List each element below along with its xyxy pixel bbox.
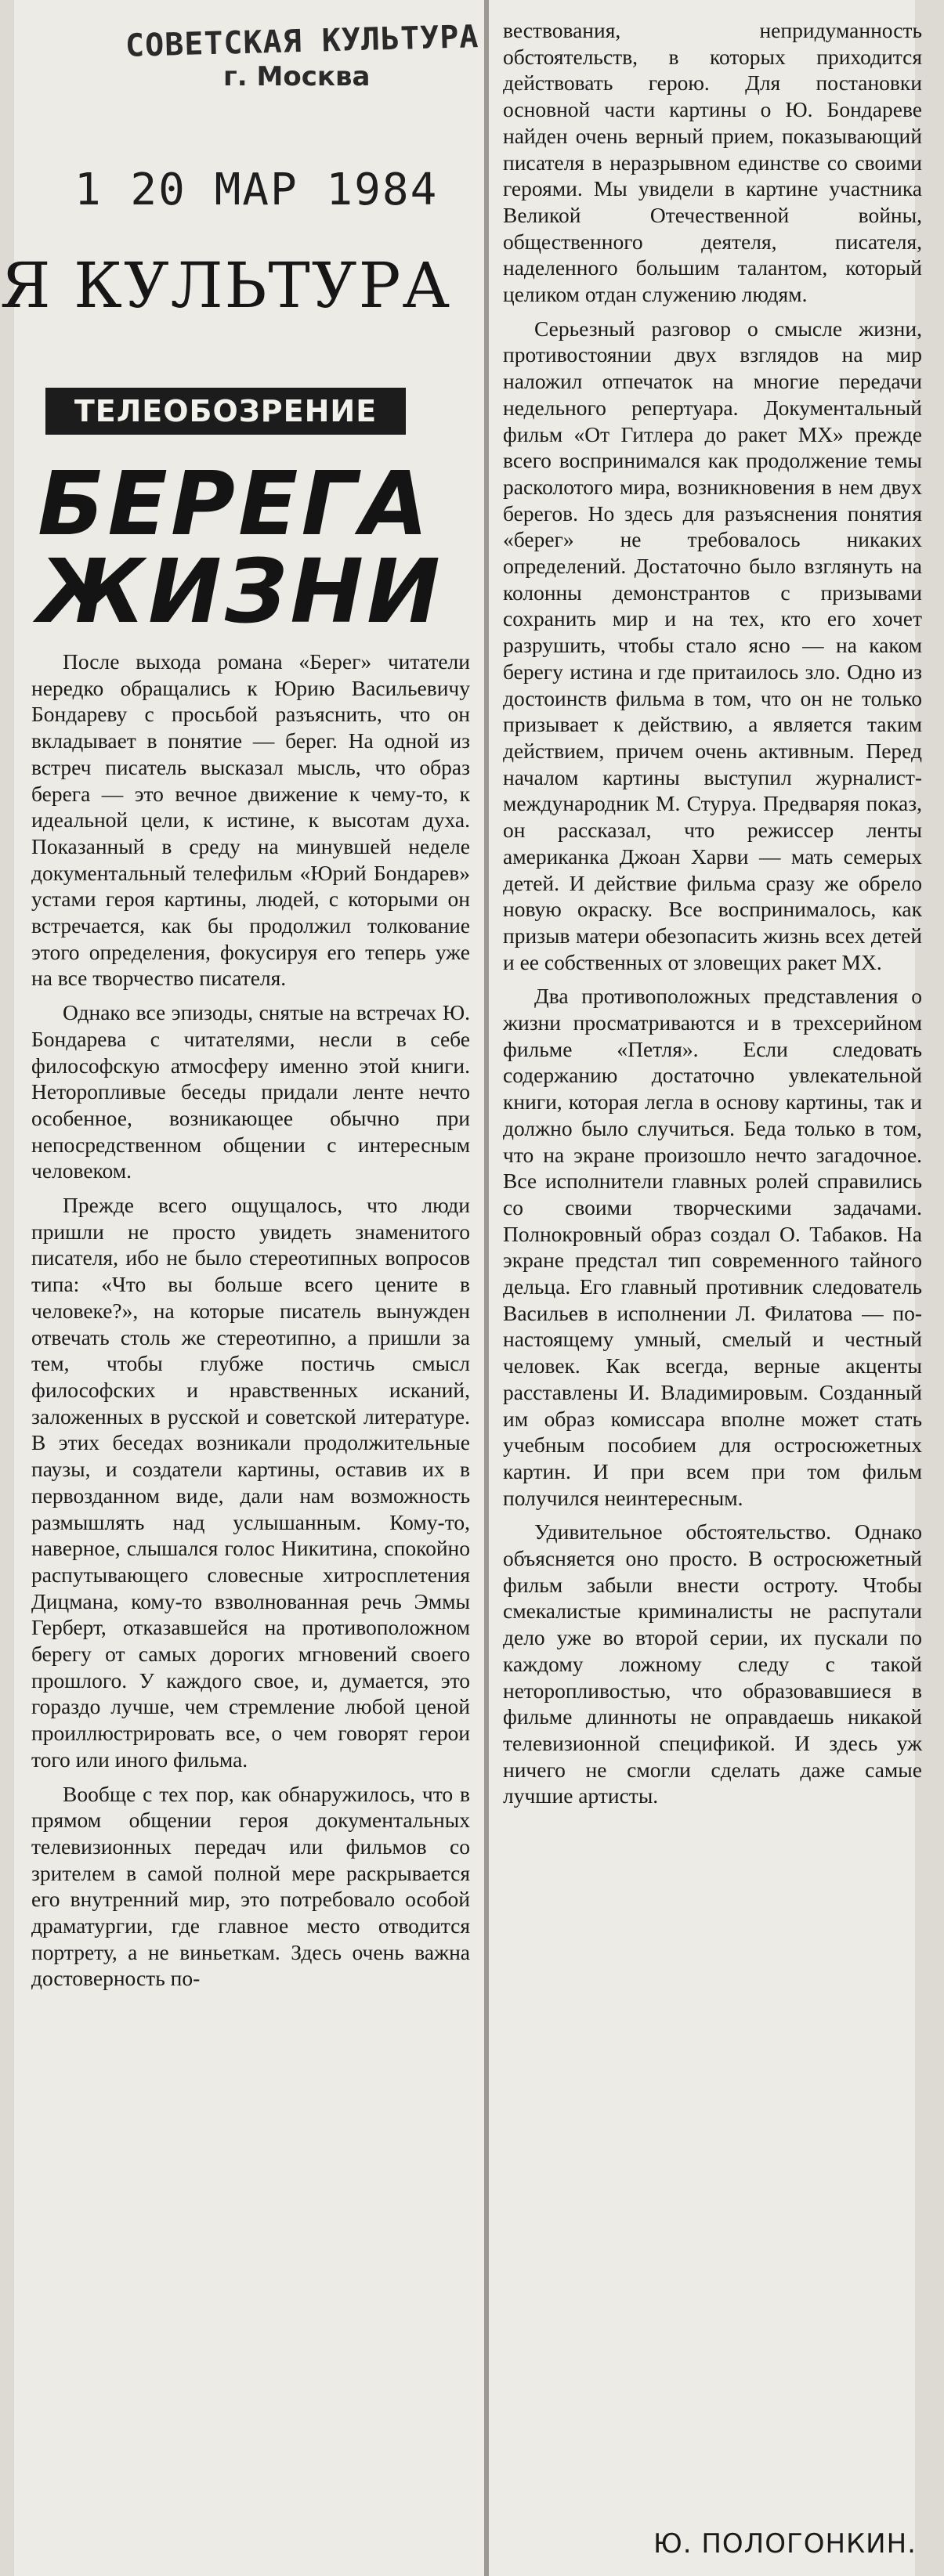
paragraph: Два противоположных представления о жизни просматриваются и в трехсерийном фильме «Петля». Если следовать содержанию достаточно увлекательной книги, которая легла в основу картины, так и должно было случиться. Беда только в том, что на экране произошло нечто загадочное. Все исполнители главных ролей справились со своими творческими задачами. Полнокровный образ создал О. Табаков. На экране предстал тип современного тайного дельца. Его главный противник следователь Васильев в исполнении Л. Филатова — по-настоящему умный, смелый и честный человек. Как всегда, верные акценты расставлены И. Владимировым. Созданный им образ комиссара вполне может стать учебным пособием для остросюжетных картин. И при всем при том фильм получился неинтересным.: [503, 984, 922, 1510]
paragraph: вествования, непридуманность обстоятельств, в которых приходится действовать герою. Для постановки основной части картины о Ю. Бондареве найден очень верный прием, показывающий писателя в неразрывном единстве со своими героями. Мы увидели в картине участника Великой Отечественной войны, общественного деятеля, писателя, наделенного большим талантом, который целиком отдан служению людям.: [503, 18, 922, 307]
article-column-left: [31, 649, 470, 1992]
stamp-city: г. Москва: [223, 61, 371, 92]
masthead: Я КУЛЬТУРА: [0, 249, 452, 322]
headline-line-2: ЖИЗНИ: [38, 541, 443, 643]
paragraph: Однако все эпизоды, снятые на встречах Ю. Бондарева с читателями, несли в себе философскую атмосферу именно этой книги. Неторопливые беседы придали ленте нечто особенное, возникающее обычно при непосредственном общении с интересным человеком.: [31, 1000, 470, 1183]
paragraph: После выхода романа «Берег» читатели нередко обращались к Юрию Васильевичу Бондареву с просьбой разъяснить, что он вкладывает в понятие — берег. На одной из встреч писатель высказал мысль, что образ берега — это вечное движение к чему-то, к идеальной цели, к истине, к высотам духа. Показанный в среду на минувшей неделе документальный телефильм «Юрий Бондарев» устами героя картины, людей, с которыми он встречается, как бы продолжил толкование этого определения, фокусируя его теперь уже на все творчество писателя.: [31, 649, 470, 991]
paragraph: Серьезный разговор о смысле жизни, противостоянии двух взглядов на мир наложил отпечаток на многие передачи недельного репертуара. Документальный фильм «От Гитлера до ракет МХ» прежде всего воспринимался как продолжение темы расколотого мира, возникновения в нем двух берегов. Но здесь для разъяснения понятия «берег» не требовалось никаких определений. Достаточно было взглянуть на колонны демонстрантов с призывами сохранить мир и на тех, кто его хочет разрушить, чтобы стало ясно — на каком берегу истина и где притаилось зло. Одно из достоинств фильма в том, что он не только призывает к действию, а является таким действием, причем очень активным. Перед началом картины выступил журналист-международник М. Стуруа. Предваряя показ, он рассказал, что режиссер ленты американка Джоан Харви — мать семерых детей. И действие фильма сразу же обрело новую окраску. Все воспринималось, как призыв матери обезопасить жизнь всех детей и ее собственных от зловещих ракет МХ.: [503, 316, 922, 974]
newspaper-stamp: СОВЕТСКАЯ КУЛЬТУРА: [125, 19, 480, 64]
rubric-label: ТЕЛЕОБОЗРЕНИЕ: [45, 388, 406, 435]
column-divider: [484, 0, 489, 2576]
headline: [38, 453, 476, 643]
stamp-date: 1 20 МАР 1984: [74, 164, 439, 215]
paragraph: Прежде всего ощущалось, что люди пришли не просто увидеть знаменитого писателя, ибо не было стереотипных вопросов типа: «Что вы больше всего цените в человеке?», на которые писатель вынужден отвечать столь же стереотипно, а пришли за тем, чтобы глубже постичь смысл философских и нравственных исканий, заложенных в русской и советской литературе. В этих беседах возникали продолжительные паузы, и создатели картины, оставив их в первозданном виде, дали нам возможность размышлять над услышанным. Кому-то, наверное, слышался голос Никитина, спокойно распутывающего словесные хитросплетения Дицмана, кому-то взволнованная речь Эммы Герберт, отказавшейся на противоположном берегу от самых дорогих мгновений своего прошлого. У каждого свое, и, думается, это гораздо лучше, чем стремление любой ценой проиллюстрировать все, о чем говорят герои того или иного фильма.: [31, 1193, 470, 1772]
paragraph: Удивительное обстоятельство. Однако объясняется оно просто. В остросюжетный фильм забыли внести остроту. Чтобы смекалистые криминалисты не распутали дело уже во второй серии, их пускали по каждому ложному следу с такой неторопливостью, что образовавшиеся в фильме длинноты не оправдаешь никакой телевизионной спецификой. И здесь уж ничего не смогли сделать даже самые лучшие артисты.: [503, 1519, 922, 1808]
article-column-right: [503, 17, 922, 1809]
author-signature: Ю. ПОЛОГОНКИН.: [653, 2528, 917, 2560]
paragraph: Вообще с тех пор, как обнаружилось, что в прямом общении героя документальных телевизионных передач или фильмов со зрителем в самой полной мере раскрывается его внутренний мир, это потребовало особой драматургии, где главное место отводится портрету, а не виньеткам. Здесь очень важна достоверность по-: [31, 1781, 470, 1991]
headline-line-1: БЕРЕГА: [38, 453, 432, 555]
